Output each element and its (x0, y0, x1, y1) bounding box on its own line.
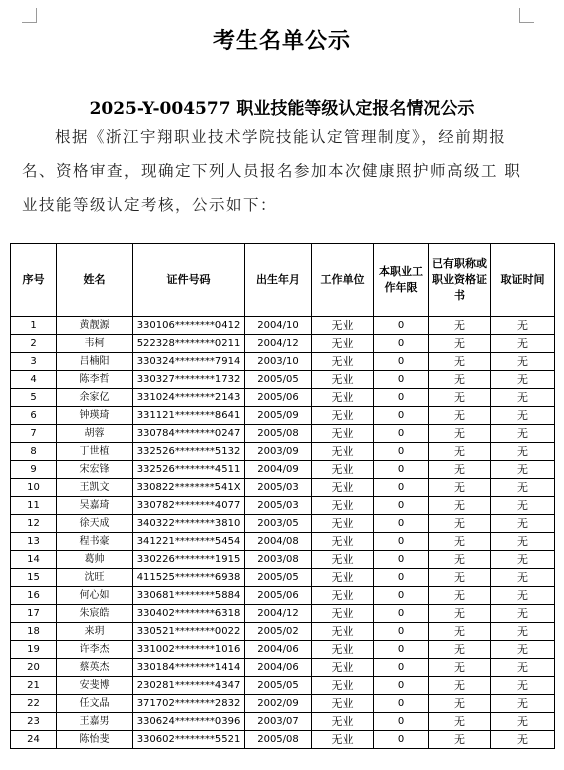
cell-certificate: 无 (429, 587, 491, 605)
cell-name: 何心如 (57, 587, 133, 605)
cell-work-unit: 无业 (312, 317, 374, 335)
cell-cert-time: 无 (491, 497, 555, 515)
cell-work-unit: 无业 (312, 371, 374, 389)
cell-cert-time: 无 (491, 407, 555, 425)
cell-birth-month: 2002/09 (245, 695, 312, 713)
cell-index: 20 (11, 659, 57, 677)
cell-id-number: 330784********0247 (133, 425, 245, 443)
cell-work-years: 0 (374, 659, 429, 677)
cell-id-number: 330184********1414 (133, 659, 245, 677)
table-row (11, 371, 555, 389)
header-work-unit: 工作单位 (312, 244, 374, 317)
cell-name: 胡蓉 (57, 425, 133, 443)
cell-birth-month: 2005/02 (245, 623, 312, 641)
cell-cert-time: 无 (491, 335, 555, 353)
table-row (11, 497, 555, 515)
cell-certificate: 无 (429, 389, 491, 407)
cell-birth-month: 2003/09 (245, 443, 312, 461)
cell-birth-month: 2005/05 (245, 569, 312, 587)
cell-cert-time: 无 (491, 677, 555, 695)
cell-id-number: 340322********3810 (133, 515, 245, 533)
cell-work-years: 0 (374, 713, 429, 731)
cell-name: 丁世植 (57, 443, 133, 461)
cell-work-unit: 无业 (312, 623, 374, 641)
cell-work-unit: 无业 (312, 497, 374, 515)
header-work-years: 本职业工作年限 (374, 244, 429, 317)
cell-index: 2 (11, 335, 57, 353)
table-row (11, 731, 555, 749)
cell-work-years: 0 (374, 479, 429, 497)
cell-index: 13 (11, 533, 57, 551)
cell-cert-time: 无 (491, 515, 555, 533)
cell-work-years: 0 (374, 677, 429, 695)
cell-work-unit: 无业 (312, 407, 374, 425)
cell-index: 16 (11, 587, 57, 605)
intro-paragraph: 根据《浙江宇翔职业技术学院技能认定管理制度》，经前期报名、资格审查，现确定下列人员报名参加本次健康照护师高级工 职业技能等级认定考核，公示如下： (22, 128, 522, 214)
cell-work-unit: 无业 (312, 587, 374, 605)
table-row (11, 695, 555, 713)
cell-cert-time: 无 (491, 551, 555, 569)
cell-index: 9 (11, 461, 57, 479)
cell-cert-time: 无 (491, 425, 555, 443)
page-corner-mark-right (519, 8, 534, 23)
table-row (11, 479, 555, 497)
cell-birth-month: 2004/06 (245, 641, 312, 659)
cell-birth-month: 2005/08 (245, 425, 312, 443)
cell-index: 14 (11, 551, 57, 569)
cell-name: 王嘉男 (57, 713, 133, 731)
cell-certificate: 无 (429, 353, 491, 371)
cell-work-years: 0 (374, 569, 429, 587)
cell-birth-month: 2004/09 (245, 461, 312, 479)
cell-name: 程书豪 (57, 533, 133, 551)
cell-work-years: 0 (374, 533, 429, 551)
table-row (11, 425, 555, 443)
cell-work-unit: 无业 (312, 605, 374, 623)
cell-certificate: 无 (429, 731, 491, 749)
table-row (11, 317, 555, 335)
cell-work-years: 0 (374, 335, 429, 353)
cell-work-unit: 无业 (312, 353, 374, 371)
cell-certificate: 无 (429, 569, 491, 587)
cell-work-unit: 无业 (312, 659, 374, 677)
table-row (11, 569, 555, 587)
cell-id-number: 331002********1016 (133, 641, 245, 659)
cell-work-years: 0 (374, 551, 429, 569)
cell-birth-month: 2005/09 (245, 407, 312, 425)
table-row (11, 677, 555, 695)
cell-work-unit: 无业 (312, 677, 374, 695)
cell-cert-time: 无 (491, 461, 555, 479)
cell-name: 葛帅 (57, 551, 133, 569)
cell-work-years: 0 (374, 443, 429, 461)
table-row (11, 713, 555, 731)
cell-cert-time: 无 (491, 659, 555, 677)
cell-cert-time: 无 (491, 389, 555, 407)
cell-index: 5 (11, 389, 57, 407)
cell-work-years: 0 (374, 605, 429, 623)
cell-certificate: 无 (429, 371, 491, 389)
cell-cert-time: 无 (491, 587, 555, 605)
cell-work-years: 0 (374, 425, 429, 443)
cell-index: 1 (11, 317, 57, 335)
cell-name: 吴嘉琦 (57, 497, 133, 515)
cell-birth-month: 2004/08 (245, 533, 312, 551)
cell-cert-time: 无 (491, 371, 555, 389)
cell-id-number: 230281********4347 (133, 677, 245, 695)
cell-certificate: 无 (429, 515, 491, 533)
cell-certificate: 无 (429, 659, 491, 677)
cell-id-number: 330822********541X (133, 479, 245, 497)
cell-index: 7 (11, 425, 57, 443)
table-row (11, 641, 555, 659)
cell-id-number: 330521********0022 (133, 623, 245, 641)
cell-id-number: 332526********5132 (133, 443, 245, 461)
cell-name: 来玥 (57, 623, 133, 641)
cell-birth-month: 2005/03 (245, 497, 312, 515)
table-row (11, 605, 555, 623)
cell-index: 24 (11, 731, 57, 749)
cell-id-number: 330106********0412 (133, 317, 245, 335)
header-index: 序号 (11, 244, 57, 317)
cell-index: 4 (11, 371, 57, 389)
cell-work-unit: 无业 (312, 731, 374, 749)
cell-certificate: 无 (429, 641, 491, 659)
table-row (11, 623, 555, 641)
cell-certificate: 无 (429, 407, 491, 425)
cell-work-unit: 无业 (312, 695, 374, 713)
cell-name: 吕楠阳 (57, 353, 133, 371)
cell-work-unit: 无业 (312, 515, 374, 533)
cell-name: 陈怡斐 (57, 731, 133, 749)
cell-name: 沈旺 (57, 569, 133, 587)
cell-cert-time: 无 (491, 641, 555, 659)
cell-cert-time: 无 (491, 731, 555, 749)
header-name: 姓名 (57, 244, 133, 317)
cell-certificate: 无 (429, 713, 491, 731)
cell-work-years: 0 (374, 587, 429, 605)
cell-work-years: 0 (374, 317, 429, 335)
cell-name: 蔡英杰 (57, 659, 133, 677)
cell-certificate: 无 (429, 695, 491, 713)
document-title: 考生名单公示 (212, 28, 351, 54)
document-subtitle: 2025-Y-004577 职业技能等级认定报名情况公示 (89, 99, 475, 119)
cell-id-number: 331121********8641 (133, 407, 245, 425)
table-row (11, 587, 555, 605)
cell-name: 王凯文 (57, 479, 133, 497)
table-row (11, 407, 555, 425)
cell-name: 钟瑛琦 (57, 407, 133, 425)
table-row (11, 461, 555, 479)
cell-certificate: 无 (429, 605, 491, 623)
cell-certificate: 无 (429, 479, 491, 497)
cell-birth-month: 2004/12 (245, 335, 312, 353)
cell-id-number: 330624********0396 (133, 713, 245, 731)
cell-work-unit: 无业 (312, 389, 374, 407)
header-id-number: 证件号码 (133, 244, 245, 317)
cell-cert-time: 无 (491, 353, 555, 371)
cell-cert-time: 无 (491, 317, 555, 335)
cell-id-number: 330324********7914 (133, 353, 245, 371)
cell-birth-month: 2003/07 (245, 713, 312, 731)
cell-index: 6 (11, 407, 57, 425)
cell-cert-time: 无 (491, 533, 555, 551)
table-row (11, 353, 555, 371)
cell-work-unit: 无业 (312, 713, 374, 731)
cell-certificate: 无 (429, 317, 491, 335)
cell-certificate: 无 (429, 425, 491, 443)
cell-index: 11 (11, 497, 57, 515)
cell-work-unit: 无业 (312, 461, 374, 479)
cell-birth-month: 2005/06 (245, 587, 312, 605)
cell-id-number: 330602********5521 (133, 731, 245, 749)
cell-certificate: 无 (429, 623, 491, 641)
cell-index: 3 (11, 353, 57, 371)
cell-index: 22 (11, 695, 57, 713)
table-row (11, 389, 555, 407)
cell-id-number: 330681********5884 (133, 587, 245, 605)
cell-work-years: 0 (374, 353, 429, 371)
cell-name: 朱宸皓 (57, 605, 133, 623)
cell-work-unit: 无业 (312, 641, 374, 659)
cell-birth-month: 2004/12 (245, 605, 312, 623)
cell-cert-time: 无 (491, 443, 555, 461)
cell-cert-time: 无 (491, 569, 555, 587)
table-header-row (11, 244, 555, 317)
cell-work-years: 0 (374, 515, 429, 533)
cell-birth-month: 2003/05 (245, 515, 312, 533)
table-body (11, 317, 555, 749)
table-row (11, 551, 555, 569)
cell-cert-time: 无 (491, 713, 555, 731)
cell-certificate: 无 (429, 551, 491, 569)
cell-birth-month: 2004/10 (245, 317, 312, 335)
cell-name: 余家亿 (57, 389, 133, 407)
cell-work-unit: 无业 (312, 335, 374, 353)
cell-work-unit: 无业 (312, 443, 374, 461)
table-row (11, 659, 555, 677)
cell-id-number: 411525********6938 (133, 569, 245, 587)
cell-birth-month: 2005/08 (245, 731, 312, 749)
cell-name: 安斐博 (57, 677, 133, 695)
table-row (11, 515, 555, 533)
cell-work-years: 0 (374, 371, 429, 389)
cell-index: 10 (11, 479, 57, 497)
cell-certificate: 无 (429, 443, 491, 461)
cell-birth-month: 2004/06 (245, 659, 312, 677)
cell-name: 许李杰 (57, 641, 133, 659)
cell-work-unit: 无业 (312, 479, 374, 497)
cell-name: 韦柯 (57, 335, 133, 353)
cell-certificate: 无 (429, 497, 491, 515)
cell-cert-time: 无 (491, 623, 555, 641)
cell-id-number: 371702********2832 (133, 695, 245, 713)
page-corner-mark-left (22, 8, 37, 23)
cell-index: 12 (11, 515, 57, 533)
cell-certificate: 无 (429, 533, 491, 551)
cell-name: 黄靓源 (57, 317, 133, 335)
cell-work-years: 0 (374, 641, 429, 659)
cell-birth-month: 2005/05 (245, 677, 312, 695)
cell-work-unit: 无业 (312, 551, 374, 569)
cell-index: 21 (11, 677, 57, 695)
cell-index: 8 (11, 443, 57, 461)
cell-birth-month: 2005/03 (245, 479, 312, 497)
cell-index: 19 (11, 641, 57, 659)
cell-birth-month: 2003/08 (245, 551, 312, 569)
cell-id-number: 330402********6318 (133, 605, 245, 623)
table-row (11, 443, 555, 461)
header-cert-time: 取证时间 (491, 244, 555, 317)
cell-id-number: 331024********2143 (133, 389, 245, 407)
header-certificate: 已有职称或职业资格证书 (429, 244, 491, 317)
cell-work-years: 0 (374, 389, 429, 407)
candidate-table (10, 243, 555, 749)
cell-name: 宋宏锋 (57, 461, 133, 479)
cell-name: 陈李哲 (57, 371, 133, 389)
cell-work-years: 0 (374, 731, 429, 749)
cell-work-years: 0 (374, 497, 429, 515)
cell-id-number: 330226********1915 (133, 551, 245, 569)
cell-name: 任文晶 (57, 695, 133, 713)
cell-work-years: 0 (374, 695, 429, 713)
cell-certificate: 无 (429, 461, 491, 479)
table-row (11, 335, 555, 353)
cell-index: 18 (11, 623, 57, 641)
cell-index: 15 (11, 569, 57, 587)
cell-work-unit: 无业 (312, 425, 374, 443)
cell-certificate: 无 (429, 335, 491, 353)
table-row (11, 533, 555, 551)
cell-id-number: 330327********1732 (133, 371, 245, 389)
cell-birth-month: 2005/06 (245, 389, 312, 407)
cell-id-number: 332526********4511 (133, 461, 245, 479)
cell-id-number: 522328********0211 (133, 335, 245, 353)
cell-work-unit: 无业 (312, 533, 374, 551)
cell-id-number: 330782********4077 (133, 497, 245, 515)
cell-index: 17 (11, 605, 57, 623)
cell-work-years: 0 (374, 461, 429, 479)
cell-birth-month: 2003/10 (245, 353, 312, 371)
cell-birth-month: 2005/05 (245, 371, 312, 389)
cell-cert-time: 无 (491, 695, 555, 713)
header-birth-month: 出生年月 (245, 244, 312, 317)
cell-cert-time: 无 (491, 479, 555, 497)
cell-cert-time: 无 (491, 605, 555, 623)
cell-id-number: 341221********5454 (133, 533, 245, 551)
cell-certificate: 无 (429, 677, 491, 695)
cell-work-unit: 无业 (312, 569, 374, 587)
cell-name: 徐天成 (57, 515, 133, 533)
cell-work-years: 0 (374, 407, 429, 425)
cell-work-years: 0 (374, 623, 429, 641)
cell-index: 23 (11, 713, 57, 731)
